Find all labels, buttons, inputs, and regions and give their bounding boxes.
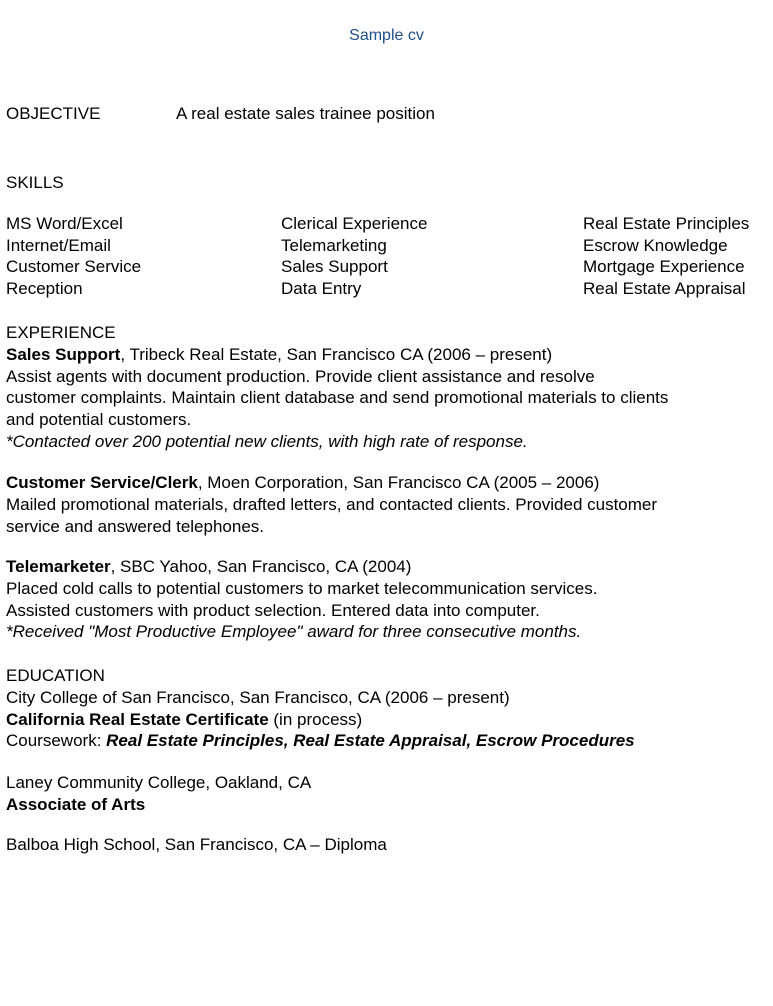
skill-item: Data Entry: [281, 279, 362, 299]
education-degree: Associate of Arts: [6, 794, 146, 814]
education-school: Laney Community College, Oakland, CA: [6, 773, 312, 792]
job-details: , Moen Corporation, San Francisco CA (2005 – 2006): [197, 473, 600, 492]
coursework-label: Coursework:: [6, 731, 107, 751]
education-entry: [6, 772, 766, 816]
experience-section: [6, 322, 766, 453]
skill-item: MS Word/Excel: [6, 214, 123, 233]
skill-item: Escrow Knowledge: [583, 235, 728, 255]
education-school: City College of San Francisco, San Francisco, CA (2006 – present): [6, 687, 510, 707]
experience-heading: EXPERIENCE: [6, 323, 116, 342]
job-title: Sales Support: [6, 344, 121, 364]
education-entry: [6, 834, 766, 856]
job-title: Customer Service/Clerk: [6, 473, 198, 492]
objective-text: A real estate sales trainee position: [176, 104, 435, 123]
skill-item: Customer Service: [6, 257, 142, 277]
job-title: Telemarketer: [6, 557, 111, 576]
job-entry: [6, 472, 766, 537]
skill-item: Telemarketing: [281, 235, 387, 255]
job-header: [6, 344, 766, 366]
objective-heading: OBJECTIVE: [6, 104, 101, 123]
skill-item: Real Estate Appraisal: [583, 279, 746, 299]
skill-item: Clerical Experience: [281, 214, 428, 233]
education-certificate: [6, 709, 766, 731]
document-title: Sample cv: [349, 27, 424, 44]
job-details: , Tribeck Real Estate, San Francisco CA (2006 – present): [120, 344, 553, 364]
skills-column-2: [281, 213, 427, 300]
job-description-line: service and answered telephones.: [6, 516, 264, 536]
certificate-name: California Real Estate Certificate: [6, 709, 269, 729]
job-highlight: *Received "Most Productive Employee" award for three consecutive months.: [6, 622, 582, 642]
job-highlight: *Contacted over 200 potential new clients, with high rate of response.: [6, 431, 528, 451]
skill-item: Reception: [6, 279, 83, 299]
coursework-list: Real Estate Principles, Real Estate Appraisal, Escrow Procedures: [106, 731, 635, 751]
job-header: [6, 472, 766, 494]
education-school: Balboa High School, San Francisco, CA – Diploma: [6, 835, 387, 854]
skill-item: Sales Support: [281, 257, 388, 277]
skills-column-3: [583, 213, 749, 300]
job-description-line: Placed cold calls to potential customers to market telecommunication services.: [6, 578, 598, 598]
job-description-line: Assist agents with document production. Provide client assistance and resolve: [6, 366, 595, 386]
job-header: [6, 556, 766, 578]
certificate-status: (in process): [268, 709, 363, 729]
education-heading: EDUCATION: [6, 666, 105, 685]
job-description-line: and potential customers.: [6, 410, 192, 430]
skills-heading: SKILLS: [6, 173, 64, 192]
job-entry: [6, 556, 766, 643]
skill-item: Internet/Email: [6, 235, 111, 255]
job-description-line: Mailed promotional materials, drafted letters, and contacted clients. Provided customer: [6, 494, 658, 514]
job-description-line: Assisted customers with product selection. Entered data into computer.: [6, 600, 540, 620]
skill-item: Mortgage Experience: [583, 257, 745, 277]
education-section: [6, 665, 766, 752]
job-details: , SBC Yahoo, San Francisco, CA (2004): [110, 557, 412, 576]
job-description-line: customer complaints. Maintain client database and send promotional materials to clients: [6, 388, 669, 408]
skills-column-1: [6, 213, 141, 300]
education-coursework: [6, 730, 766, 752]
skill-item: Real Estate Principles: [583, 214, 750, 233]
